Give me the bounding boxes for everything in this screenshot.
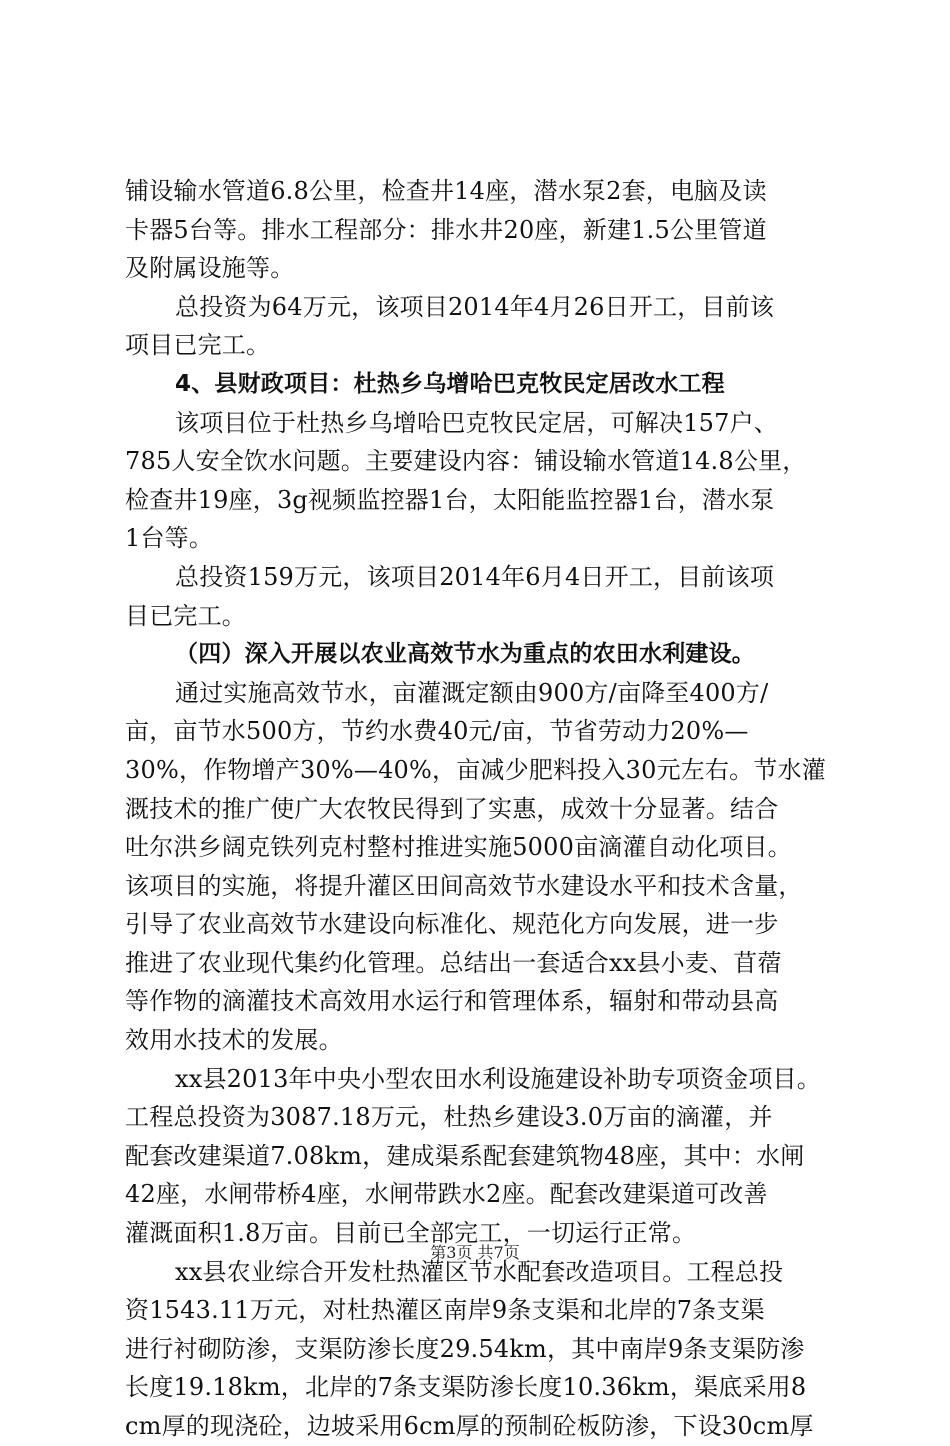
section-heading: （四）深入开展以农业高效节水为重点的农田水利建设。 (175, 641, 755, 668)
body-line: 及附属设施等。 (125, 254, 295, 283)
body-line: 吐尔洪乡阔克铁列克村整村推进实施5000亩滴灌自动化项目。 (125, 833, 792, 862)
body-line: 资1543.11万元，对杜热灌区南岸9条支渠和北岸的7条支渠 (125, 1296, 765, 1325)
body-line: cm厚的现浇砼，边坡采用6cm厚的预制砼板防渗，下设30cm厚 (125, 1412, 814, 1440)
paragraph-first-line: xx县农业综合开发杜热灌区节水配套改造项目。工程总投 (175, 1257, 784, 1286)
body-line: 溉技术的推广使广大农牧民得到了实惠，成效十分显著。结合 (125, 794, 779, 823)
body-line: 效用水技术的发展。 (125, 1026, 343, 1055)
body-line: 进行衬砌防渗，支渠防渗长度29.54km，其中南岸9条支渠防渗 (125, 1334, 805, 1363)
paragraph-first-line: 总投资159万元，该项目2014年6月4日开工，目前该项 (175, 562, 775, 591)
body-line: 项目已完工。 (125, 331, 271, 360)
body-line: 等作物的滴灌技术高效用水运行和管理体系，辐射和带动县高 (125, 987, 779, 1016)
paragraph-first-line: xx县2013年中央小型农田水利设施建设补助专项资金项目。 (175, 1064, 821, 1093)
body-line: 配套改建渠道7.08km，建成渠系配套建筑物48座，其中：水闸 (125, 1141, 805, 1170)
body-line: 铺设输水管道6.8公里，检查井14座，潜水泵2套，电脑及读 (125, 177, 767, 205)
body-line: 检查井19座，3g视频监控器1台，太阳能监控器1台，潜水泵 (125, 485, 775, 514)
body-line: 推进了农业现代集约化管理。总结出一套适合xx县小麦、苜蓿 (125, 948, 782, 977)
body-line: 灌溉面积1.8万亩。目前已全部完工，一切运行正常。 (125, 1219, 697, 1248)
body-line: 工程总投资为3087.18万元，杜热乡建设3.0万亩的滴灌，并 (125, 1103, 773, 1132)
paragraph-first-line: 总投资为64万元，该项目2014年4月26日开工，目前该 (175, 292, 775, 321)
paragraph-first-line: 通过实施高效节水，亩灌溉定额由900方/亩降至400方/ (175, 678, 769, 707)
paragraph-first-line: 该项目位于杜热乡乌增哈巴克牧民定居，可解决157户、 (175, 408, 779, 437)
page-number-footer: 第3页 共7页 (430, 1243, 520, 1262)
body-line: 30%，作物增产30%—40%，亩减少肥料投入30元左右。节水灌 (125, 755, 826, 784)
body-line: 卡器5台等。排水工程部分：排水井20座，新建1.5公里管道 (125, 215, 767, 244)
section-heading: 4、县财政项目：杜热乡乌增哈巴克牧民定居改水工程 (175, 370, 725, 397)
body-line: 785人安全饮水问题。主要建设内容：铺设输水管道14.8公里， (125, 447, 807, 476)
body-line: 亩，亩节水500方，节约水费40元/亩，节省劳动力20%— (125, 717, 749, 746)
body-line: 42座，水闸带桥4座，水闸带跌水2座。配套改建渠道可改善 (125, 1180, 768, 1209)
body-line: 引导了农业高效节水建设向标准化、规范化方向发展，进一步 (125, 910, 779, 939)
body-line: 目已完工。 (125, 601, 246, 630)
body-line: 1台等。 (125, 524, 214, 553)
body-line: 该项目的实施，将提升灌区田间高效节水建设水平和技术含量， (125, 871, 803, 900)
body-line: 长度19.18km，北岸的7条支渠防渗长度10.36km，渠底采用8 (125, 1373, 807, 1402)
